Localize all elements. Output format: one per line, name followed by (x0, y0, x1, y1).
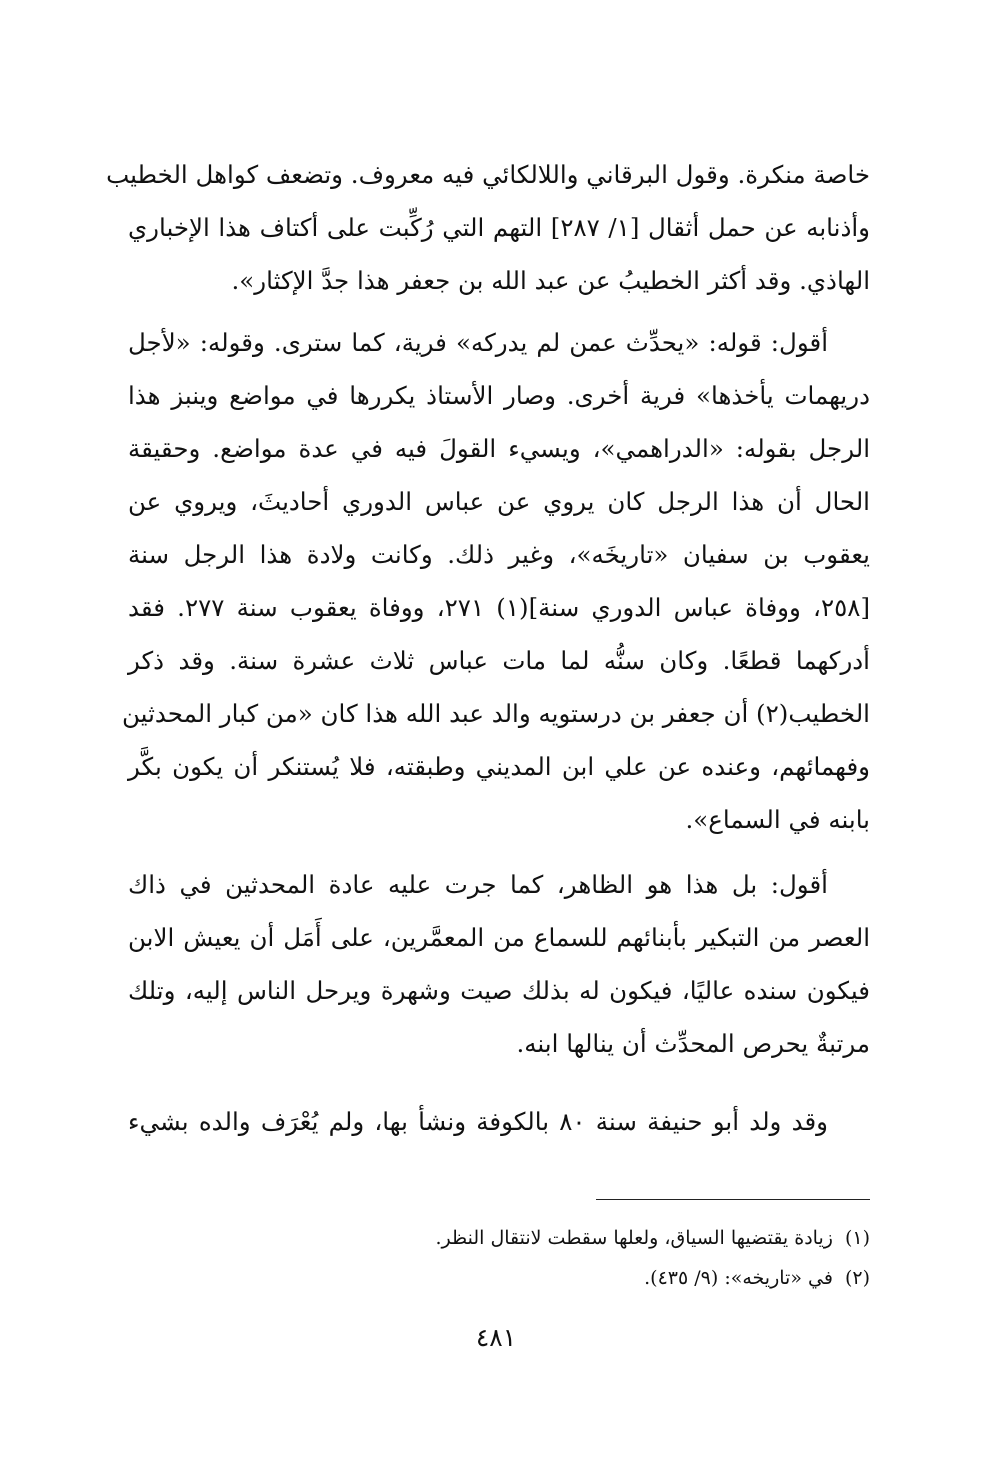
text-line: أدركهما قطعًا. وكان سنُّه لما مات عباس ثلاث عشرة سنة. وقد ذكر (128, 646, 870, 675)
text-line: فيكون سنده عاليًا، فيكون له بذلك صيت وشهرة ويرحل الناس إليه، وتلك (128, 976, 870, 1005)
footnote-2 (300, 1258, 870, 1298)
paragraph-4 (128, 1095, 870, 1148)
paragraph-1 (106, 148, 870, 307)
text-line: مرتبةٌ يحرص المحدِّث أن ينالها ابنه. (516, 1029, 870, 1058)
text-line: الرجل بقوله: «الدراهمي»، ويسيء القولَ فيه في عدة مواضع. وحقيقة (128, 434, 870, 463)
text-line: أقول: بل هذا هو الظاهر، كما جرت عليه عادة المحدثين في ذاك (128, 870, 828, 899)
footnote-number: (٢) (844, 1267, 870, 1289)
text-line: دريهمات يأخذها» فرية أخرى. وصار الأستاذ يكررها في مواضع وينبز هذا (128, 381, 870, 410)
paragraph-3 (128, 858, 870, 1070)
text-line: العصر من التبكير بأبنائهم للسماع من المعمَّرين، على أَمَل أن يعيش الابن (128, 923, 870, 952)
text-line: وقد ولد أبو حنيفة سنة ٨٠ بالكوفة ونشأ بها، ولم يُعْرَف والده بشيء (128, 1107, 828, 1136)
footnote-text: في «تاريخه»: (٩/ ٤٣٥). (644, 1267, 833, 1289)
footnote-divider (596, 1199, 870, 1200)
text-line: بابنه في السماع». (685, 805, 870, 834)
text-line: الحال أن هذا الرجل كان يروي عن عباس الدوري أحاديثَ، ويروي عن (128, 487, 870, 516)
page-number: ٤٨١ (475, 1323, 517, 1352)
text-line: [٢٥٨، ووفاة عباس الدوري سنة](١) ٢٧١، ووفاة يعقوب سنة ٢٧٧. فقد (128, 593, 870, 622)
footnote-text: زيادة يقتضيها السياق، ولعلها سقطت لانتقال النظر. (435, 1227, 833, 1249)
footnote-number: (١) (844, 1227, 870, 1249)
text-line: وفهمائهم، وعنده عن علي ابن المديني وطبقته، فلا يُستنكر أن يكون بكَّر (128, 752, 870, 781)
text-line: أقول: قوله: «يحدِّث عمن لم يدركه» فرية، كما سترى. وقوله: «لأجل (128, 328, 828, 357)
paragraph-2 (122, 316, 870, 846)
text-line: الخطيب(٢) أن جعفر بن درستويه والد عبد الله هذا كان «من كبار المحدثين (122, 699, 870, 728)
footnote-1 (300, 1218, 870, 1258)
text-line: وأذنابه عن حمل أثقال [١/ ٢٨٧] التهم التي رُكِّبت على أكتاف هذا الإخباري (128, 213, 870, 242)
text-line: خاصة منكرة. وقول البرقاني واللالكائي فيه معروف. وتضعف كواهل الخطيب (106, 160, 870, 189)
text-line: الهاذي. وقد أكثر الخطيبُ عن عبد الله بن جعفر هذا جدَّ الإكثار». (231, 266, 870, 295)
footnotes (300, 1218, 870, 1298)
text-line: يعقوب بن سفيان «تاريخَه»، وغير ذلك. وكانت ولادة هذا الرجل سنة (128, 540, 870, 569)
